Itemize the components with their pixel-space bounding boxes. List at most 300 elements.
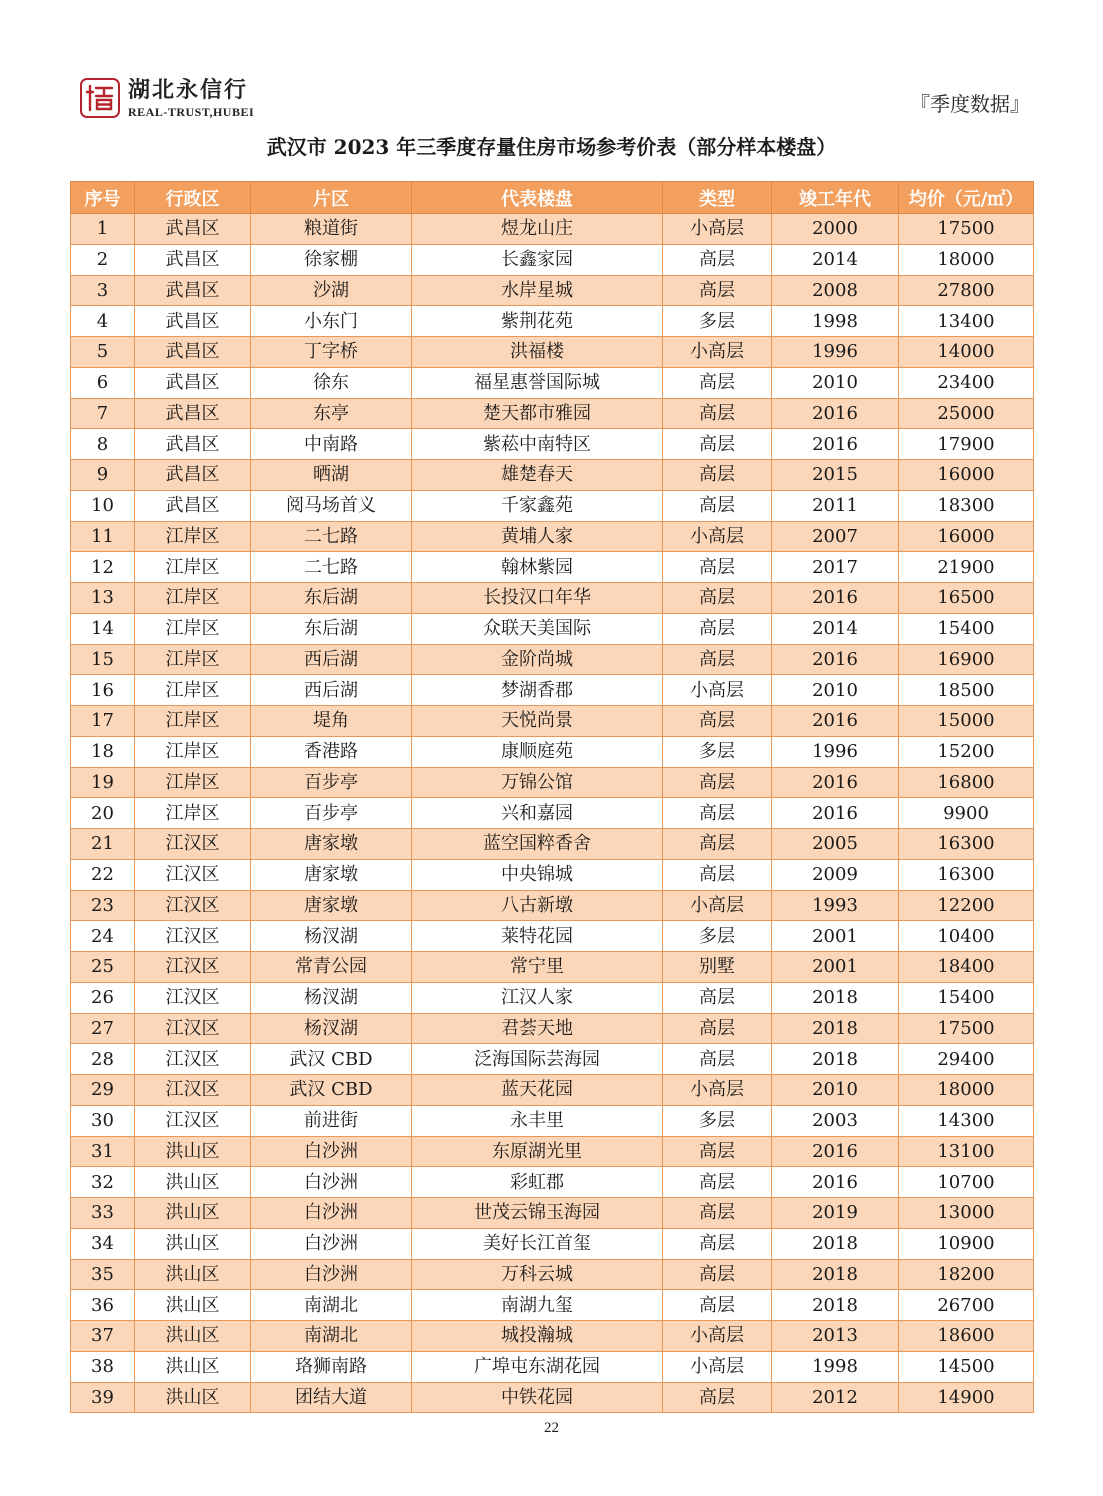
cell-project: 雄楚春天 (412, 460, 663, 491)
cell-year: 2018 (772, 1290, 899, 1321)
cell-area: 武汉 CBD (251, 1075, 412, 1106)
table-row (71, 583, 1034, 614)
cell-type: 高层 (663, 429, 772, 460)
cell-index: 14 (71, 613, 135, 644)
cell-type: 别墅 (663, 952, 772, 983)
logo-english-name: REAL-TRUST,HUBEI (128, 105, 255, 119)
cell-area: 小东门 (251, 306, 412, 337)
cell-district: 江汉区 (135, 982, 251, 1013)
cell-index: 12 (71, 552, 135, 583)
cell-type: 小高层 (663, 521, 772, 552)
cell-price: 14900 (899, 1382, 1034, 1413)
cell-district: 江岸区 (135, 675, 251, 706)
cell-district: 洪山区 (135, 1136, 251, 1167)
cell-area: 白沙洲 (251, 1198, 412, 1229)
table-row (71, 490, 1034, 521)
cell-district: 洪山区 (135, 1382, 251, 1413)
cell-price: 18000 (899, 1075, 1034, 1106)
cell-year: 2018 (772, 1259, 899, 1290)
table-row (71, 706, 1034, 737)
cell-index: 7 (71, 398, 135, 429)
cell-index: 4 (71, 306, 135, 337)
cell-project: 泛海国际芸海园 (412, 1044, 663, 1075)
logo-chinese-name: 湖北永信行 (128, 78, 249, 103)
cell-project: 中铁花园 (412, 1382, 663, 1413)
table-row (71, 982, 1034, 1013)
cell-district: 江汉区 (135, 1013, 251, 1044)
cell-price: 14500 (899, 1351, 1034, 1382)
cell-district: 江汉区 (135, 952, 251, 983)
cell-area: 杨汊湖 (251, 1013, 412, 1044)
cell-district: 武昌区 (135, 214, 251, 245)
table-row (71, 1013, 1034, 1044)
cell-project: 兴和嘉园 (412, 798, 663, 829)
cell-index: 1 (71, 214, 135, 245)
cell-area: 晒湖 (251, 460, 412, 491)
cell-project: 千家鑫苑 (412, 490, 663, 521)
cell-district: 江汉区 (135, 859, 251, 890)
cell-index: 22 (71, 859, 135, 890)
table-row (71, 244, 1034, 275)
cell-index: 26 (71, 982, 135, 1013)
cell-year: 2015 (772, 460, 899, 491)
page-header (80, 78, 1030, 122)
cell-index: 39 (71, 1382, 135, 1413)
cell-price: 16900 (899, 644, 1034, 675)
table-row (71, 1259, 1034, 1290)
table-row (71, 1075, 1034, 1106)
cell-year: 2016 (772, 429, 899, 460)
cell-index: 36 (71, 1290, 135, 1321)
table-row (71, 1290, 1034, 1321)
cell-price: 17500 (899, 1013, 1034, 1044)
cell-price: 9900 (899, 798, 1034, 829)
cell-district: 江岸区 (135, 552, 251, 583)
cell-area: 徐家棚 (251, 244, 412, 275)
cell-price: 16800 (899, 767, 1034, 798)
cell-type: 高层 (663, 1167, 772, 1198)
cell-district: 江汉区 (135, 829, 251, 860)
cell-area: 武汉 CBD (251, 1044, 412, 1075)
cell-type: 高层 (663, 583, 772, 614)
table-row (71, 1198, 1034, 1229)
cell-district: 江岸区 (135, 613, 251, 644)
table-row (71, 1228, 1034, 1259)
cell-type: 高层 (663, 1136, 772, 1167)
cell-index: 24 (71, 921, 135, 952)
table-row (71, 1321, 1034, 1352)
table-row (71, 890, 1034, 921)
cell-price: 18200 (899, 1259, 1034, 1290)
cell-price: 14300 (899, 1105, 1034, 1136)
section-tag: 『季度数据』 (910, 92, 1030, 116)
cell-type: 小高层 (663, 675, 772, 706)
column-header-price: 均价（元/㎡） (899, 182, 1034, 214)
cell-year: 2005 (772, 829, 899, 860)
cell-index: 15 (71, 644, 135, 675)
cell-area: 堤角 (251, 706, 412, 737)
cell-district: 江汉区 (135, 921, 251, 952)
cell-price: 10900 (899, 1228, 1034, 1259)
cell-project: 梦湖香郡 (412, 675, 663, 706)
cell-project: 常宁里 (412, 952, 663, 983)
table-row (71, 460, 1034, 491)
cell-index: 18 (71, 736, 135, 767)
table-row (71, 306, 1034, 337)
cell-type: 高层 (663, 1259, 772, 1290)
cell-price: 16000 (899, 460, 1034, 491)
cell-year: 2003 (772, 1105, 899, 1136)
cell-index: 2 (71, 244, 135, 275)
table-row (71, 675, 1034, 706)
cell-project: 世茂云锦玉海园 (412, 1198, 663, 1229)
cell-area: 百步亭 (251, 798, 412, 829)
cell-project: 金阶尚城 (412, 644, 663, 675)
cell-area: 西后湖 (251, 644, 412, 675)
cell-area: 白沙洲 (251, 1136, 412, 1167)
cell-area: 粮道街 (251, 214, 412, 245)
cell-type: 小高层 (663, 890, 772, 921)
column-header-district: 行政区 (135, 182, 251, 214)
cell-project: 翰林紫园 (412, 552, 663, 583)
cell-district: 江汉区 (135, 890, 251, 921)
cell-price: 15400 (899, 613, 1034, 644)
cell-type: 高层 (663, 1382, 772, 1413)
cell-index: 11 (71, 521, 135, 552)
cell-type: 高层 (663, 613, 772, 644)
cell-project: 江汉人家 (412, 982, 663, 1013)
cell-index: 6 (71, 367, 135, 398)
table-row (71, 275, 1034, 306)
cell-year: 1993 (772, 890, 899, 921)
table-row (71, 767, 1034, 798)
cell-type: 高层 (663, 767, 772, 798)
cell-year: 2011 (772, 490, 899, 521)
cell-year: 2016 (772, 1136, 899, 1167)
cell-year: 2016 (772, 583, 899, 614)
cell-type: 高层 (663, 490, 772, 521)
cell-project: 蓝空国粹香舍 (412, 829, 663, 860)
cell-type: 小高层 (663, 1075, 772, 1106)
cell-price: 16300 (899, 859, 1034, 890)
cell-project: 君荟天地 (412, 1013, 663, 1044)
table-row (71, 429, 1034, 460)
cell-year: 2010 (772, 675, 899, 706)
cell-area: 香港路 (251, 736, 412, 767)
cell-project: 煜龙山庄 (412, 214, 663, 245)
table-row (71, 1044, 1034, 1075)
cell-price: 23400 (899, 367, 1034, 398)
cell-area: 珞狮南路 (251, 1351, 412, 1382)
cell-district: 江岸区 (135, 798, 251, 829)
cell-area: 丁字桥 (251, 337, 412, 368)
cell-area: 西后湖 (251, 675, 412, 706)
cell-project: 广埠屯东湖花园 (412, 1351, 663, 1382)
cell-index: 17 (71, 706, 135, 737)
cell-price: 13000 (899, 1198, 1034, 1229)
cell-year: 1996 (772, 337, 899, 368)
cell-price: 26700 (899, 1290, 1034, 1321)
cell-project: 水岸星城 (412, 275, 663, 306)
cell-price: 13100 (899, 1136, 1034, 1167)
cell-price: 12200 (899, 890, 1034, 921)
cell-district: 武昌区 (135, 306, 251, 337)
cell-year: 2016 (772, 798, 899, 829)
cell-price: 18400 (899, 952, 1034, 983)
cell-project: 楚天都市雅园 (412, 398, 663, 429)
cell-type: 高层 (663, 1198, 772, 1229)
cell-type: 高层 (663, 829, 772, 860)
cell-index: 3 (71, 275, 135, 306)
cell-type: 高层 (663, 644, 772, 675)
cell-area: 杨汊湖 (251, 921, 412, 952)
cell-index: 9 (71, 460, 135, 491)
cell-year: 2013 (772, 1321, 899, 1352)
cell-price: 14000 (899, 337, 1034, 368)
cell-price: 21900 (899, 552, 1034, 583)
cell-area: 唐家墩 (251, 829, 412, 860)
cell-district: 江岸区 (135, 706, 251, 737)
cell-district: 江岸区 (135, 521, 251, 552)
cell-area: 唐家墩 (251, 890, 412, 921)
cell-project: 八古新墩 (412, 890, 663, 921)
cell-index: 27 (71, 1013, 135, 1044)
cell-area: 百步亭 (251, 767, 412, 798)
table-row (71, 337, 1034, 368)
cell-price: 16300 (899, 829, 1034, 860)
cell-project: 万科云城 (412, 1259, 663, 1290)
column-header-type: 类型 (663, 182, 772, 214)
cell-type: 高层 (663, 367, 772, 398)
cell-type: 高层 (663, 706, 772, 737)
cell-area: 东亭 (251, 398, 412, 429)
cell-type: 小高层 (663, 337, 772, 368)
table-body (71, 214, 1034, 1413)
cell-price: 18500 (899, 675, 1034, 706)
cell-price: 15400 (899, 982, 1034, 1013)
cell-type: 高层 (663, 1044, 772, 1075)
cell-year: 2016 (772, 644, 899, 675)
cell-year: 2016 (772, 1167, 899, 1198)
cell-price: 25000 (899, 398, 1034, 429)
cell-area: 东后湖 (251, 613, 412, 644)
cell-area: 阅马场首义 (251, 490, 412, 521)
page-number: 22 (544, 1420, 559, 1436)
cell-price: 17500 (899, 214, 1034, 245)
cell-index: 16 (71, 675, 135, 706)
cell-type: 高层 (663, 859, 772, 890)
cell-index: 32 (71, 1167, 135, 1198)
table-row (71, 829, 1034, 860)
cell-index: 20 (71, 798, 135, 829)
cell-area: 常青公园 (251, 952, 412, 983)
cell-year: 2000 (772, 214, 899, 245)
cell-project: 万锦公馆 (412, 767, 663, 798)
cell-district: 武昌区 (135, 244, 251, 275)
cell-district: 洪山区 (135, 1167, 251, 1198)
cell-area: 东后湖 (251, 583, 412, 614)
cell-index: 28 (71, 1044, 135, 1075)
cell-district: 武昌区 (135, 275, 251, 306)
cell-project: 洪福楼 (412, 337, 663, 368)
cell-project: 康顺庭苑 (412, 736, 663, 767)
cell-price: 16500 (899, 583, 1034, 614)
table-row (71, 644, 1034, 675)
cell-project: 蓝天花园 (412, 1075, 663, 1106)
cell-project: 福星惠誉国际城 (412, 367, 663, 398)
table-row (71, 859, 1034, 890)
cell-index: 21 (71, 829, 135, 860)
cell-year: 1998 (772, 306, 899, 337)
cell-area: 南湖北 (251, 1290, 412, 1321)
table-row (71, 521, 1034, 552)
cell-year: 2009 (772, 859, 899, 890)
cell-type: 小高层 (663, 1351, 772, 1382)
cell-index: 37 (71, 1321, 135, 1352)
cell-price: 27800 (899, 275, 1034, 306)
cell-type: 高层 (663, 982, 772, 1013)
table-row (71, 214, 1034, 245)
cell-area: 白沙洲 (251, 1167, 412, 1198)
cell-year: 2010 (772, 367, 899, 398)
cell-type: 小高层 (663, 214, 772, 245)
table-row (71, 921, 1034, 952)
column-header-year: 竣工年代 (772, 182, 899, 214)
page-title: 武汉市 2023 年三季度存量住房市场参考价表（部分样本楼盘） (266, 135, 837, 159)
cell-district: 洪山区 (135, 1198, 251, 1229)
price-table (70, 181, 1034, 1413)
cell-year: 2014 (772, 613, 899, 644)
cell-index: 8 (71, 429, 135, 460)
table-row (71, 1351, 1034, 1382)
cell-district: 江岸区 (135, 583, 251, 614)
cell-price: 29400 (899, 1044, 1034, 1075)
cell-district: 洪山区 (135, 1259, 251, 1290)
cell-type: 多层 (663, 736, 772, 767)
cell-project: 永丰里 (412, 1105, 663, 1136)
cell-project: 城投瀚城 (412, 1321, 663, 1352)
cell-index: 31 (71, 1136, 135, 1167)
cell-project: 莱特花园 (412, 921, 663, 952)
cell-district: 江岸区 (135, 644, 251, 675)
cell-index: 5 (71, 337, 135, 368)
cell-project: 黄埔人家 (412, 521, 663, 552)
table-row (71, 952, 1034, 983)
cell-area: 徐东 (251, 367, 412, 398)
cell-district: 江汉区 (135, 1044, 251, 1075)
cell-area: 二七路 (251, 552, 412, 583)
cell-type: 多层 (663, 1105, 772, 1136)
cell-year: 2008 (772, 275, 899, 306)
cell-type: 高层 (663, 1228, 772, 1259)
cell-project: 中央锦城 (412, 859, 663, 890)
cell-area: 沙湖 (251, 275, 412, 306)
table-row (71, 798, 1034, 829)
cell-index: 29 (71, 1075, 135, 1106)
cell-district: 武昌区 (135, 460, 251, 491)
cell-index: 33 (71, 1198, 135, 1229)
cell-type: 高层 (663, 244, 772, 275)
cell-year: 2018 (772, 1013, 899, 1044)
column-header-project: 代表楼盘 (412, 182, 663, 214)
cell-year: 1998 (772, 1351, 899, 1382)
table-row (71, 398, 1034, 429)
cell-project: 众联天美国际 (412, 613, 663, 644)
cell-project: 东原湖光里 (412, 1136, 663, 1167)
cell-year: 2014 (772, 244, 899, 275)
cell-district: 江岸区 (135, 767, 251, 798)
column-header-area: 片区 (251, 182, 412, 214)
cell-year: 2010 (772, 1075, 899, 1106)
cell-area: 中南路 (251, 429, 412, 460)
cell-project: 长投汉口年华 (412, 583, 663, 614)
table-row (71, 1382, 1034, 1413)
table-header-row (71, 182, 1034, 214)
cell-type: 高层 (663, 275, 772, 306)
cell-year: 2012 (772, 1382, 899, 1413)
cell-year: 2017 (772, 552, 899, 583)
cell-price: 18300 (899, 490, 1034, 521)
cell-index: 13 (71, 583, 135, 614)
cell-project: 长鑫家园 (412, 244, 663, 275)
logo-seal-icon (80, 78, 120, 118)
cell-project: 天悦尚景 (412, 706, 663, 737)
cell-type: 小高层 (663, 1321, 772, 1352)
cell-type: 高层 (663, 398, 772, 429)
cell-area: 团结大道 (251, 1382, 412, 1413)
cell-type: 高层 (663, 460, 772, 491)
cell-index: 34 (71, 1228, 135, 1259)
cell-price: 17900 (899, 429, 1034, 460)
cell-year: 2001 (772, 952, 899, 983)
cell-year: 2018 (772, 982, 899, 1013)
cell-district: 洪山区 (135, 1351, 251, 1382)
cell-year: 2018 (772, 1044, 899, 1075)
cell-index: 35 (71, 1259, 135, 1290)
cell-year: 2016 (772, 767, 899, 798)
cell-price: 10400 (899, 921, 1034, 952)
cell-district: 洪山区 (135, 1228, 251, 1259)
table-row (71, 1105, 1034, 1136)
cell-district: 武昌区 (135, 429, 251, 460)
cell-district: 武昌区 (135, 398, 251, 429)
table-row (71, 613, 1034, 644)
cell-area: 唐家墩 (251, 859, 412, 890)
cell-district: 武昌区 (135, 337, 251, 368)
cell-district: 江汉区 (135, 1105, 251, 1136)
cell-price: 15200 (899, 736, 1034, 767)
cell-price: 18000 (899, 244, 1034, 275)
cell-type: 多层 (663, 921, 772, 952)
cell-year: 2016 (772, 706, 899, 737)
cell-index: 30 (71, 1105, 135, 1136)
cell-price: 16000 (899, 521, 1034, 552)
cell-price: 15000 (899, 706, 1034, 737)
cell-district: 洪山区 (135, 1321, 251, 1352)
cell-project: 南湖九玺 (412, 1290, 663, 1321)
cell-area: 二七路 (251, 521, 412, 552)
cell-price: 13400 (899, 306, 1034, 337)
cell-index: 23 (71, 890, 135, 921)
cell-project: 美好长江首玺 (412, 1228, 663, 1259)
cell-year: 2019 (772, 1198, 899, 1229)
cell-area: 杨汊湖 (251, 982, 412, 1013)
cell-type: 高层 (663, 1013, 772, 1044)
table-row (71, 1167, 1034, 1198)
cell-index: 19 (71, 767, 135, 798)
cell-district: 江岸区 (135, 736, 251, 767)
cell-index: 38 (71, 1351, 135, 1382)
